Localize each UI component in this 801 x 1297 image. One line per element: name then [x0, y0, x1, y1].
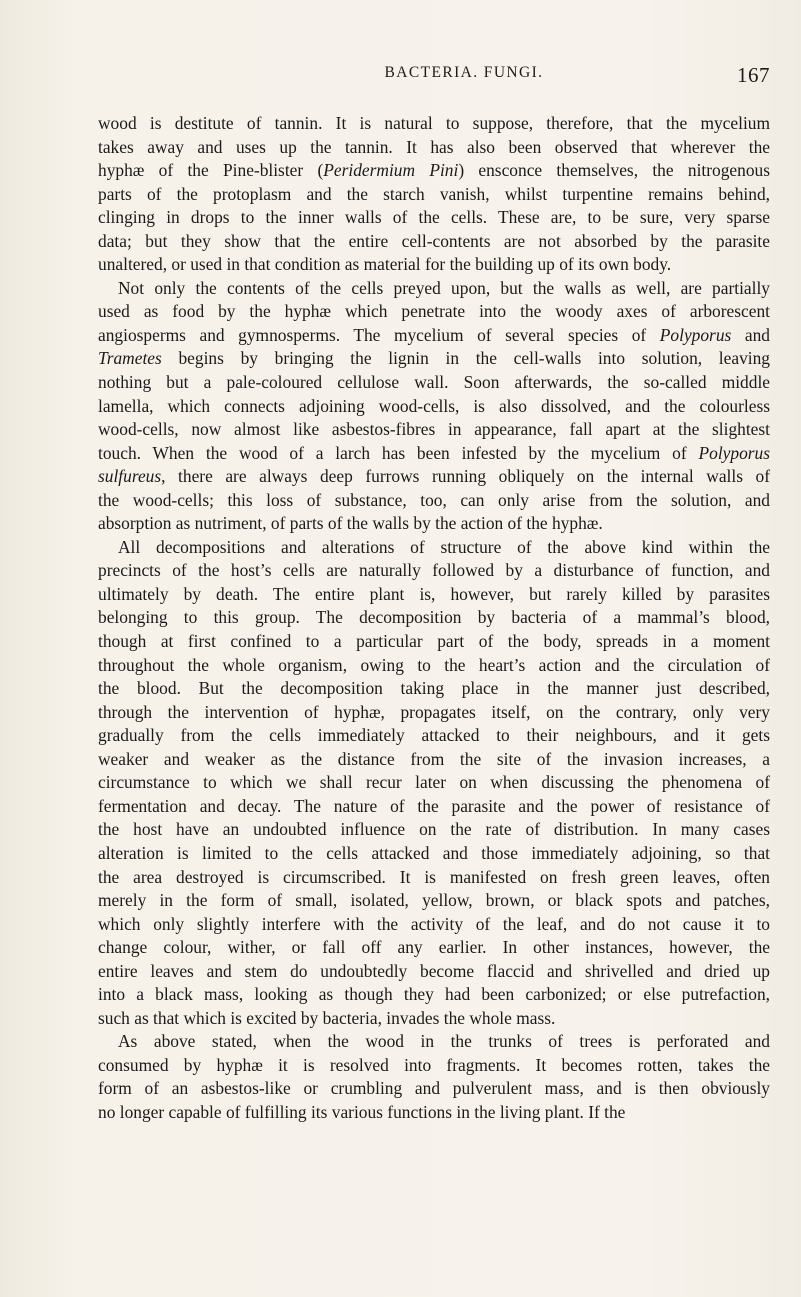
text-line — [98, 583, 770, 607]
text-run: alteration is limited to the cells attacked and those immediately adjoining, so that — [98, 842, 770, 863]
text-run: hyphæ of the Pine-blister ( — [98, 160, 324, 181]
italic-term: Polyporus — [659, 324, 732, 345]
text-line — [98, 489, 770, 513]
italic-term: Polyporus — [698, 442, 770, 463]
text-run: form of an asbestos-like or crumbling and pulverulent mass, and is then obviously — [98, 1078, 770, 1099]
text-run: through the intervention of hyphæ, propagates itself, on the contrary, only very — [98, 701, 770, 722]
text-line — [98, 206, 770, 230]
text-run: and — [731, 324, 770, 345]
text-line — [98, 1101, 770, 1125]
running-title: BACTERIA. FUNGI. — [384, 64, 544, 81]
text-line — [98, 465, 770, 489]
text-line — [98, 418, 770, 442]
text-run: used as food by the hyphæ which penetrate into the woody axes of arborescent — [98, 301, 770, 322]
text-run: parts of the protoplasm and the starch vanish, whilst turpentine remains behind, — [98, 183, 770, 204]
text-line — [98, 512, 770, 536]
text-run: consumed by hyphæ it is resolved into fragments. It becomes rotten, takes the — [98, 1054, 770, 1075]
text-line — [98, 748, 770, 772]
text-run: ) ensconce themselves, the nitrogenous — [458, 160, 770, 181]
text-run: entire leaves and stem do undoubtedly become flaccid and shrivelled and dried up — [98, 960, 770, 981]
text-line — [98, 889, 770, 913]
text-run: merely in the form of small, isolated, yellow, brown, or black spots and patches, — [98, 890, 770, 911]
text-run: , there are always deep furrows running obliquely on the internal walls of — [161, 466, 770, 487]
text-run: gradually from the cells immediately attacked to their neighbours, and it gets — [98, 725, 770, 746]
italic-term: Trametes — [98, 348, 162, 369]
text-run: the host have an undoubted influence on the rate of distribution. In many cases — [98, 819, 770, 840]
text-run: though at first confined to a particular part of the body, spreads in a moment — [98, 631, 770, 652]
text-run: clinging in drops to the inner walls of the cells. These are, to be sure, very sparse — [98, 207, 770, 228]
text-run: which only slightly interfere with the activity of the leaf, and do not cause it to — [98, 913, 770, 934]
text-line — [98, 1054, 770, 1078]
text-line — [98, 654, 770, 678]
text-line — [98, 347, 770, 371]
text-run: ultimately by death. The entire plant is, however, but rarely killed by parasites — [98, 583, 770, 604]
text-line — [98, 559, 770, 583]
text-line — [98, 677, 770, 701]
text-line — [98, 277, 770, 301]
text-line — [98, 1007, 770, 1031]
text-run: the wood-cells; this loss of substance, too, can only arise from the solution, and — [98, 489, 770, 510]
body-text — [98, 112, 770, 1125]
text-line — [98, 1077, 770, 1101]
text-run: angiosperms and gymnosperms. The mycelium of several species of — [98, 324, 660, 345]
italic-term: Peridermium Pini — [323, 160, 459, 181]
text-run: no longer capable of fulfilling its various functions in the living plant. If the — [98, 1101, 626, 1122]
text-run: circumstance to which we shall recur later on when discussing the phenomena of — [98, 772, 770, 793]
text-run: such as that which is excited by bacteria, invades the whole mass. — [98, 1007, 556, 1028]
text-line — [98, 324, 770, 348]
text-line — [98, 960, 770, 984]
text-line — [98, 230, 770, 254]
text-line — [98, 771, 770, 795]
text-line — [98, 536, 770, 560]
text-line — [98, 630, 770, 654]
text-line — [98, 112, 770, 136]
text-run: wood-cells, now almost like asbestos-fibres in appearance, fall apart at the slightest — [98, 419, 770, 440]
text-line — [98, 818, 770, 842]
text-line — [98, 300, 770, 324]
text-line — [98, 724, 770, 748]
text-line — [98, 795, 770, 819]
text-line — [98, 136, 770, 160]
text-run: begins by bringing the lignin in the cell-walls into solution, leaving — [161, 348, 770, 369]
running-head — [98, 64, 770, 88]
italic-term: sulfureus — [98, 466, 162, 487]
text-run: the blood. But the decomposition taking place in the manner just described, — [98, 678, 770, 699]
text-line — [98, 701, 770, 725]
text-line — [98, 1030, 770, 1054]
text-line — [98, 936, 770, 960]
text-run: fermentation and decay. The nature of the parasite and the power of resistance of — [98, 795, 770, 816]
text-run: change colour, wither, or fall off any earlier. In other instances, however, the — [98, 937, 770, 958]
text-run: into a black mass, looking as though they had been carbonized; or else putrefaction, — [98, 984, 770, 1005]
page-number: 167 — [737, 63, 770, 87]
text-run: As above stated, when the wood in the trunks of trees is perforated and — [118, 1031, 770, 1052]
text-line — [98, 395, 770, 419]
text-line — [98, 183, 770, 207]
text-run: the area destroyed is circumscribed. It is manifested on fresh green leaves, often — [98, 866, 770, 887]
text-run: touch. When the wood of a larch has been infested by the mycelium of — [98, 442, 699, 463]
text-run: belonging to this group. The decomposition by bacteria of a mammal’s blood, — [98, 607, 770, 628]
text-run: throughout the whole organism, owing to the heart’s action and the circulation of — [98, 654, 770, 675]
text-run: wood is destitute of tannin. It is natural to suppose, therefore, that the mycelium — [98, 113, 770, 133]
text-run: precincts of the host’s cells are naturally followed by a disturbance of function, and — [98, 560, 770, 581]
text-line — [98, 442, 770, 466]
text-run: Not only the contents of the cells preyed upon, but the walls as well, are partially — [118, 277, 770, 298]
text-run: weaker and weaker as the distance from the site of the invasion increases, a — [98, 748, 770, 769]
text-line — [98, 606, 770, 630]
text-line — [98, 866, 770, 890]
text-line — [98, 159, 770, 183]
text-line — [98, 983, 770, 1007]
text-run: All decompositions and alterations of structure of the above kind within the — [118, 536, 770, 557]
text-line — [98, 842, 770, 866]
text-run: takes away and uses up the tannin. It has also been observed that wherever the — [98, 136, 770, 157]
text-line — [98, 371, 770, 395]
text-run: data; but they show that the entire cell-contents are not absorbed by the parasite — [98, 230, 770, 251]
text-run: nothing but a pale-coloured cellulose wall. Soon afterwards, the so-called middle — [98, 372, 770, 393]
text-line — [98, 913, 770, 937]
text-run: lamella, which connects adjoining wood-cells, is also dissolved, and the colourless — [98, 395, 770, 416]
text-line — [98, 253, 770, 277]
text-run: absorption as nutriment, of parts of the walls by the action of the hyphæ. — [98, 513, 603, 534]
text-run: unaltered, or used in that condition as material for the building up of its own body. — [98, 254, 672, 275]
